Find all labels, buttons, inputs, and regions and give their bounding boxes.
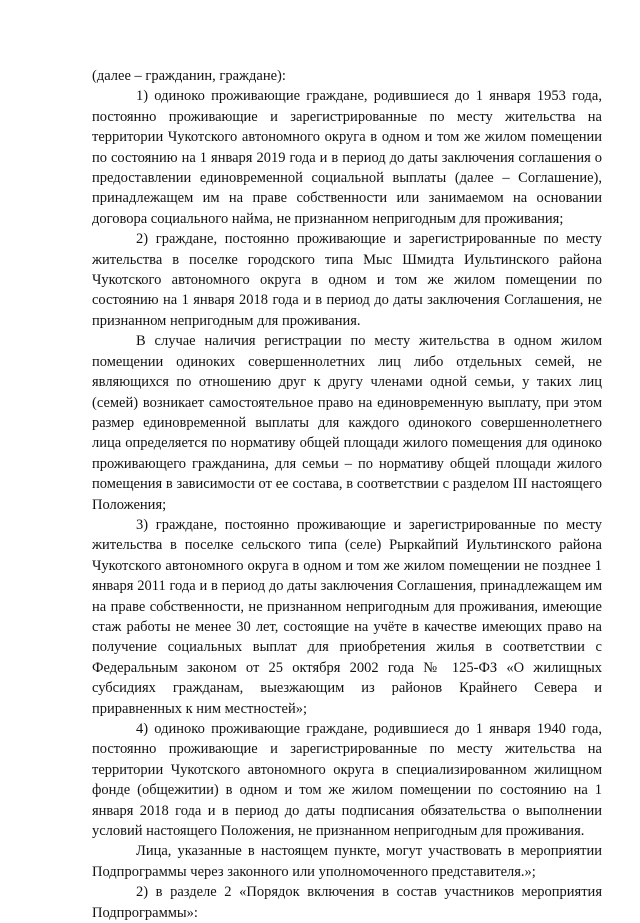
paragraph-registration-note: В случае наличия регистрации по месту жительства в одном жилом помещении одиноких совершеннолетних лиц либо отдельных семей, не являющихся по отношению друг к другу членами одной семьи, у таких лиц (семей) возникает самостоятельное право на единовременную выплату, при этом размер единовременной выплаты для каждого одинокого совершеннолетнего лица определяется по нормативу общей площади жилого помещения для одиноко проживающего гражданина, для семьи – по нормативу общей площади жилого помещения в зависимости от ее состава, в соответствии с разделом III настоящего Положения; — [92, 333, 602, 513]
paragraph-representative-note: Лица, указанные в настоящем пункте, могут участвовать в мероприятии Подпрограммы через законного или уполномоченного представителя.»; — [92, 843, 602, 880]
paragraph-item-4: 4) одиноко проживающие граждане, родившиеся до 1 января 1940 года, постоянно проживающие и зарегистрированные по месту жительства на территории Чукотского автономного округа в специализированном жилищном фонде (общежитии) в одном и том же жилом помещении по состоянию на 1 января 2018 года и в период до даты подписания обязательства о выполнении условий настоящего Положения, не признанном непригодным для проживания. — [92, 721, 602, 840]
paragraph-item-1: 1) одиноко проживающие граждане, родившиеся до 1 января 1953 года, постоянно проживающие и зарегистрированные по месту жительства на территории Чукотского автономного округа в одном и том же жилом помещении по состоянию на 1 января 2019 года и в период до даты заключения соглашения о предоставлении единовременной социальной выплаты (далее – Соглашение), принадлежащем им на праве собственности или занимаемом на основании договора социального найма, не признанном непригодным для проживания; — [92, 88, 602, 227]
paragraph-item-2: 2) граждане, постоянно проживающие и зарегистрированные по месту жительства в поселке городского типа Мыс Шмидта Иультинского района Чукотского автономного округа в одном и том же жилом помещении по состоянию на 1 января 2018 года и в период до даты заключения Соглашения, не признанном непригодным для проживания. — [92, 231, 602, 329]
document-page — [92, 66, 602, 923]
paragraph-item-3: 3) граждане, постоянно проживающие и зарегистрированные по месту жительства в поселке сельского типа (селе) Рыркайпий Иультинского района Чукотского автономного округа в одном и том же жилом помещении не позднее 1 января 2011 года и в период до даты заключения Соглашения, принадлежащем им на праве собственности, не признанном непригодным для проживания, имеющие стаж работы не менее 30 лет, состоящие на учёте в качестве имеющих право на получение социальных выплат для приобретения жилья в соответствии с Федеральным законом от 25 октября 2002 года № 125-ФЗ «О жилищных субсидиях гражданам, выезжающим из районов Крайнего Севера и приравненных к ним местностей»; — [92, 516, 602, 717]
paragraph-continuation: (далее – гражданин, граждане): — [92, 68, 286, 84]
paragraph-section-2-amendment: 2) в разделе 2 «Порядок включения в состав участников мероприятия Подпрограммы»: — [92, 884, 602, 921]
